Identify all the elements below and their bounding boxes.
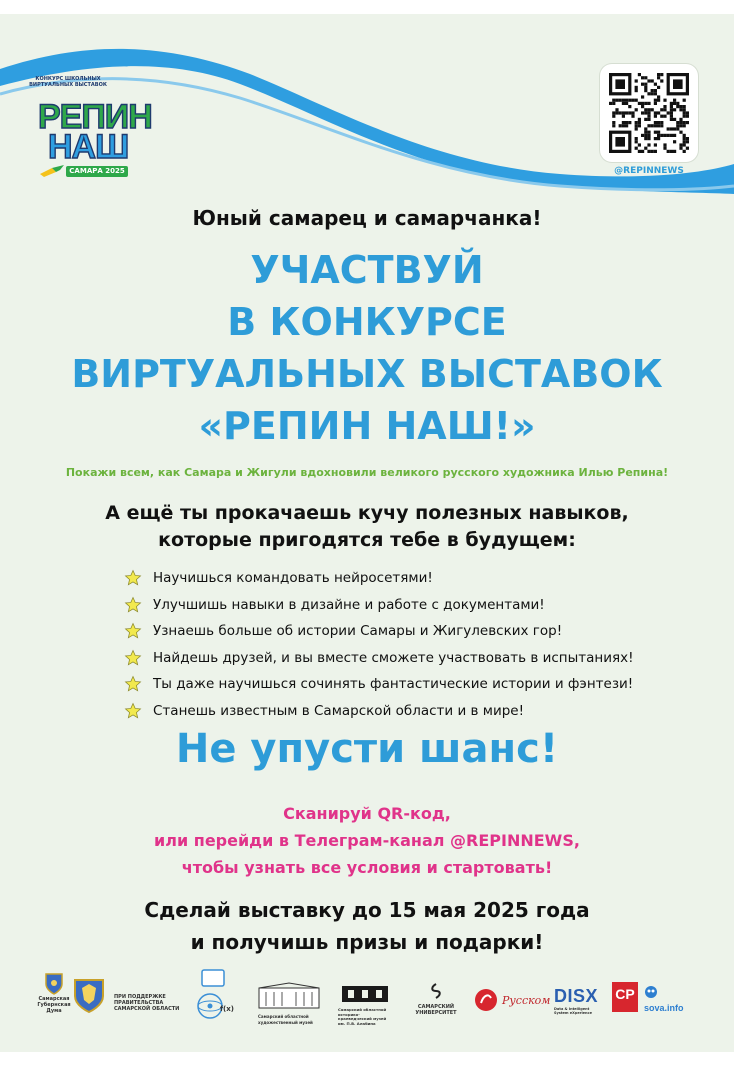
logo-word-nash: НАШ <box>48 128 129 166</box>
sponsor-gov: ПРИ ПОДДЕРЖКЕ ПРАВИТЕЛЬСТВА САМАРСКОЙ ОБЛАСТИ <box>114 994 180 1012</box>
scan-line: Сканируй QR-код, <box>283 804 451 823</box>
disx-sub: Data & Intelligent System eXperience <box>554 1007 592 1015</box>
qr-code[interactable] <box>600 64 698 162</box>
list-item <box>124 595 724 622</box>
logo-word-repin: РЕПИН <box>38 98 152 136</box>
region-emblem-icon <box>72 976 106 1014</box>
brush-icon <box>38 164 68 178</box>
disx-name: DISX <box>554 986 599 1006</box>
skills-intro-line: которые пригодятся тебе в будущем: <box>158 529 576 551</box>
sponsor-russkom <box>474 988 551 1016</box>
tagline: Покажи всем, как Самара и Жигули вдохновили великого русского художника Илью Репина! <box>65 466 669 479</box>
skills-intro-line: А ещё ты прокачаешь кучу полезных навыков, <box>105 502 629 524</box>
scan-instructions <box>0 800 734 881</box>
skill-text: Улучшишь навыки в дизайне и работе с документами! <box>153 596 545 613</box>
list-item <box>124 701 724 728</box>
scan-line-channel[interactable]: или перейди в Телеграм-канал @REPINNEWS, <box>154 831 580 850</box>
sponsor-univ <box>400 982 472 1016</box>
russkom-icon <box>474 988 498 1012</box>
univ-name: САМАРСКИЙ УНИВЕРСИТЕТ <box>415 1004 457 1016</box>
sponsor-fx <box>188 968 238 1028</box>
sponsor-duma <box>36 972 72 1014</box>
headline-line: В КОНКУРСЕ <box>227 300 507 344</box>
list-item <box>124 621 724 648</box>
sponsor-alabin <box>338 982 392 1026</box>
science-center-icon <box>188 968 238 1024</box>
call-to-action: Не упусти шанс! <box>175 726 559 772</box>
skills-list <box>124 568 724 727</box>
star-icon <box>124 622 142 640</box>
alabin-museum-icon <box>338 982 392 1004</box>
headline <box>0 244 734 452</box>
deadline-line: и получишь призы и подарки! <box>190 930 544 954</box>
sova-owl-icon <box>644 985 658 999</box>
skill-text: Ты даже научишься сочинять фантастические истории и фэнтези! <box>153 676 634 692</box>
headline-line: «РЕПИН НАШ!» <box>198 404 536 448</box>
sponsor-gov-emblem <box>72 976 106 1018</box>
sova-name: sova.info <box>644 1003 684 1013</box>
star-icon <box>124 675 142 693</box>
star-icon <box>124 569 142 587</box>
fx-label: f(x) <box>220 1005 234 1013</box>
sponsor-sova <box>644 984 704 1013</box>
greeting: Юный самарец и самарчанка! <box>192 206 542 230</box>
list-item <box>124 568 724 595</box>
scan-line: чтобы узнать все условия и стартовать! <box>181 858 553 877</box>
deadline <box>0 894 734 958</box>
logo-caption: КОНКУРС ШКОЛЬНЫХ ВИРТУАЛЬНЫХ ВЫСТАВОК <box>29 76 107 88</box>
poster <box>0 14 734 1052</box>
deadline-line: Сделай выставку до 15 мая 2025 года <box>144 898 590 922</box>
sponsor-duma-name: Самарская Губернская Дума <box>37 996 71 1014</box>
star-icon <box>124 649 142 667</box>
art-museum-name: Самарский областной художественный музей <box>258 1014 313 1025</box>
list-item <box>124 674 724 701</box>
logo-city-badge: САМАРА 2025 <box>66 166 128 177</box>
star-icon <box>124 596 142 614</box>
skills-intro <box>0 500 734 554</box>
skill-text: Найдешь друзей, и вы вместе сможете участвовать в испытаниях! <box>153 649 634 666</box>
cp-logo: СР <box>612 982 638 1012</box>
headline-line: ВИРТУАЛЬНЫХ ВЫСТАВОК <box>71 352 663 396</box>
skill-text: Станешь известным в Самарской области и в мире! <box>153 702 525 719</box>
coat-of-arms-icon <box>44 972 64 996</box>
list-item <box>124 648 724 675</box>
skill-text: Узнаешь больше об истории Самары и Жигулевских гор! <box>153 623 563 639</box>
sponsor-cp <box>612 982 638 1012</box>
alabin-name: Самарский областной историко-краеведческий музей им. П.В. Алабина <box>338 1007 387 1026</box>
headline-line: УЧАСТВУЙ <box>250 248 484 292</box>
university-icon <box>428 982 444 1000</box>
sponsors-row <box>0 972 734 1042</box>
qr-handle: @REPINNEWS <box>614 166 684 176</box>
sponsor-art-museum <box>258 982 320 1026</box>
qr-code-image <box>609 73 689 153</box>
skill-text: Научишься командовать нейросетями! <box>153 570 433 586</box>
russkom-name: Русском <box>502 994 551 1007</box>
museum-building-icon <box>258 982 320 1010</box>
sponsor-disx <box>554 986 600 1015</box>
star-icon <box>124 702 142 720</box>
